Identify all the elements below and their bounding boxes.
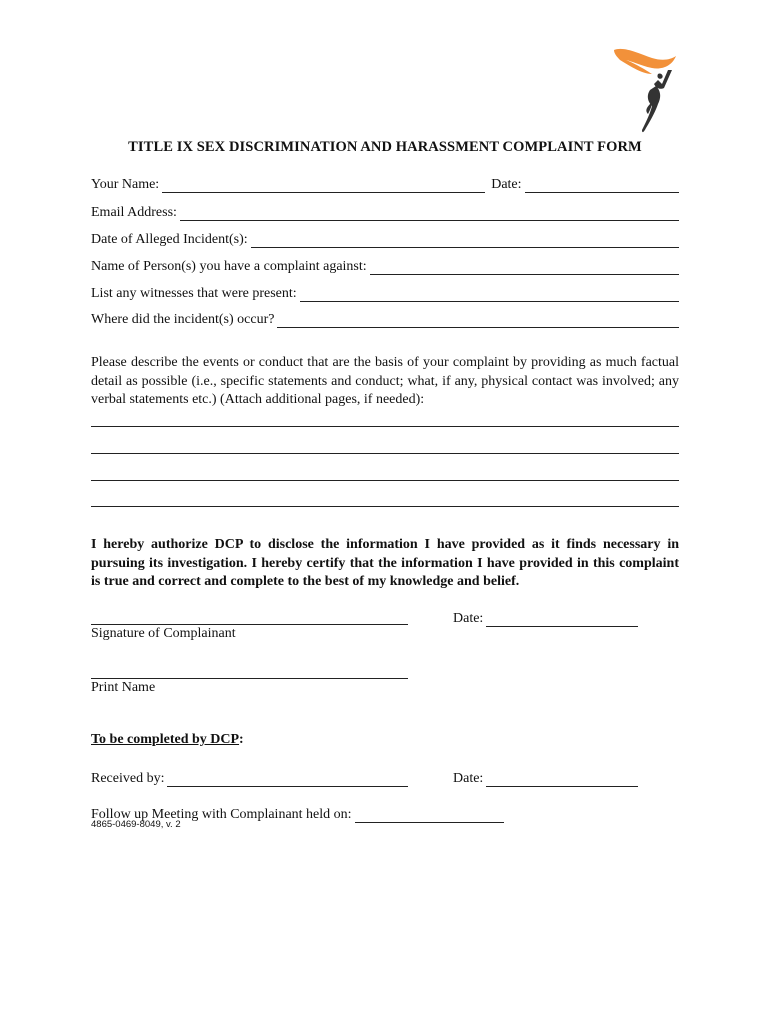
office-use-heading xyxy=(91,732,244,748)
office-use-heading-colon: : xyxy=(239,732,244,747)
incident-date-field[interactable] xyxy=(251,233,679,248)
received-by-label: Received by: xyxy=(91,771,165,786)
description-line-4[interactable] xyxy=(91,506,679,507)
witnesses-label: List any witnesses that were present: xyxy=(91,286,297,301)
your-name-field[interactable] xyxy=(162,178,485,193)
describe-prompt: Please describe the events or conduct that are the basis of your complaint by providing as much factual detail as possible (i.e., specific statements and conduct; what, if any, physical contact was involved; any verbal statements etc.) (Attach additional pages, if needed): xyxy=(91,355,679,407)
print-name-field[interactable] xyxy=(91,678,408,679)
signature-date-row xyxy=(453,607,638,627)
received-by-row xyxy=(91,767,408,787)
location-row xyxy=(91,308,679,328)
received-date-field[interactable] xyxy=(486,772,638,787)
date-label: Date: xyxy=(491,177,522,192)
description-line-3[interactable] xyxy=(91,480,679,481)
signature-field[interactable] xyxy=(91,624,408,625)
form-title: TITLE IX SEX DISCRIMINATION AND HARASSMENT COMPLAINT FORM xyxy=(128,139,642,155)
witnesses-row xyxy=(91,282,679,302)
print-name-label: Print Name xyxy=(91,680,156,695)
follow-up-label: Follow up Meeting with Complainant held on: xyxy=(91,807,352,822)
person-against-row xyxy=(91,255,679,275)
signature-label: Signature of Complainant xyxy=(91,626,236,641)
follow-up-field[interactable] xyxy=(355,808,504,823)
your-name-row xyxy=(91,173,679,193)
person-against-field[interactable] xyxy=(370,260,679,275)
your-name-label: Your Name: xyxy=(91,177,160,192)
received-date-row xyxy=(453,767,638,787)
witnesses-field[interactable] xyxy=(300,287,679,302)
received-date-label: Date: xyxy=(453,771,484,786)
location-label: Where did the incident(s) occur? xyxy=(91,312,275,327)
signature-date-field[interactable] xyxy=(486,612,638,627)
document-code: 4865-0469-8049, v. 2 xyxy=(91,819,181,830)
incident-date-label: Date of Alleged Incident(s): xyxy=(91,232,248,247)
person-against-label: Name of Person(s) you have a complaint against: xyxy=(91,259,367,274)
description-line-2[interactable] xyxy=(91,453,679,454)
email-label: Email Address: xyxy=(91,205,177,220)
signature-date-label: Date: xyxy=(453,611,484,626)
location-field[interactable] xyxy=(277,313,679,328)
incident-date-row xyxy=(91,228,679,248)
description-line-1[interactable] xyxy=(91,426,679,427)
email-field[interactable] xyxy=(180,206,679,221)
torch-figure-logo-icon xyxy=(606,44,682,138)
received-by-field[interactable] xyxy=(167,772,408,787)
email-row xyxy=(91,201,679,221)
certification-statement: I hereby authorize DCP to disclose the information I have provided as it finds necessary in pursuing its investigation. I hereby certify that the information I have provided in this complaint is true and correct and complete to the best of my knowledge and belief. xyxy=(91,537,679,589)
office-use-heading-text: To be completed by DCP xyxy=(91,732,240,747)
date-field[interactable] xyxy=(525,178,679,193)
